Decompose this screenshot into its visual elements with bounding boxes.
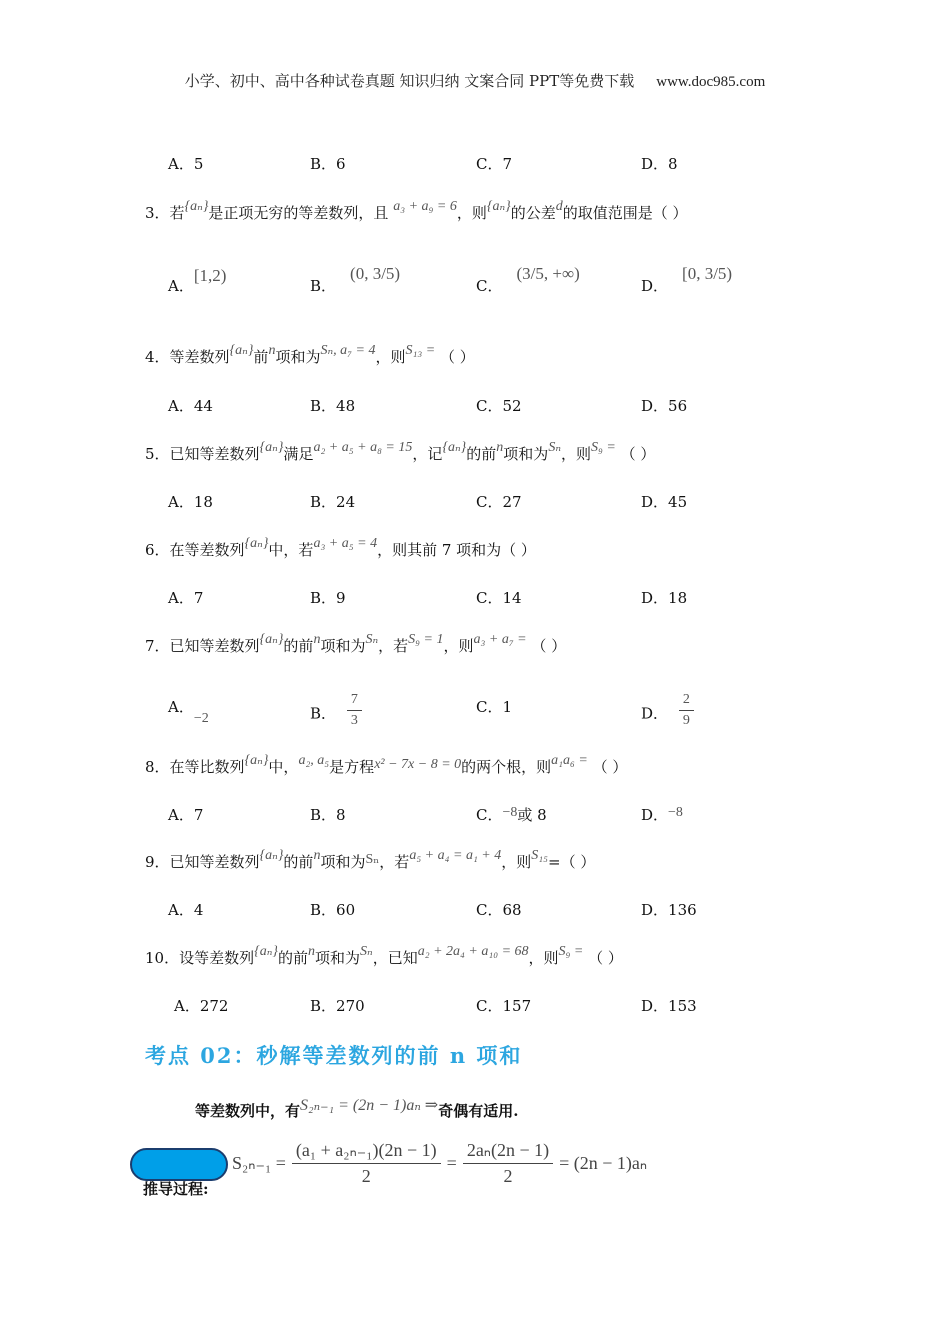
deriv-fraction-1: $\frac{\text{(a₁ + a₂ₙ₋₁)(2n − 1)}}{2}$ <box>292 1140 441 1187</box>
q6-text2: ，则其前 7 项和为（ ） <box>377 541 536 559</box>
q6-condition: a₃ + a₅ = 4 <box>313 536 378 551</box>
q5-text4: 项和为 <box>503 445 549 463</box>
q7-option-a: A．−2 <box>168 698 209 726</box>
question-8 <box>145 753 628 777</box>
q8-number: 8．在等比数列 <box>145 758 245 776</box>
question-6 <box>145 536 536 560</box>
q5-target: S₉ = <box>591 440 616 455</box>
deriv-rhs: = (2n − 1)aₙ <box>559 1153 648 1173</box>
q9-text1: 的前 <box>283 853 314 871</box>
q7-option-d-fraction: $\frac{2}{9}$ <box>679 692 694 729</box>
q7-option-d: D． $\frac{2}{9}$ <box>641 696 700 733</box>
q3-option-b-math: (0, 3/5) <box>350 264 401 283</box>
q5-text6: （ ） <box>620 445 656 463</box>
q7-number: 7．已知等差数列 <box>145 637 260 655</box>
q2-option-c: C．7 <box>476 155 513 173</box>
q10-option-d: D．153 <box>641 997 697 1015</box>
q5-n: n <box>496 440 504 455</box>
q4-option-b: B．48 <box>310 397 356 415</box>
q7-seq: {aₙ} <box>259 632 284 647</box>
q8-target: a₁a₆ = <box>551 753 588 768</box>
q5-Sn: Sₙ <box>548 440 561 455</box>
derivation-label: 推导过程: <box>143 1180 209 1198</box>
q10-n: n <box>307 944 315 959</box>
note-formula: S₂ₙ₋₁ = (2n − 1)aₙ ⇒ <box>300 1097 439 1114</box>
q4-option-d: D．56 <box>641 397 688 415</box>
q9-text4: ，则 <box>501 853 532 871</box>
q6-seq: {aₙ} <box>244 536 269 551</box>
q8-seq: {aₙ} <box>244 753 269 768</box>
q5-text3: 的前 <box>466 445 497 463</box>
q7-Sn: Sₙ <box>365 632 379 647</box>
q8-roots: a₂, a₅ <box>298 753 330 768</box>
q7-option-b-fraction: $\frac{7}{3}$ <box>347 692 362 729</box>
q5-text2: ，记 <box>412 445 443 463</box>
q9-number: 9．已知等差数列 <box>145 853 260 871</box>
q6-option-a: A．7 <box>168 589 204 607</box>
q5-option-a: A．18 <box>168 493 213 511</box>
q5-text5: ，则 <box>561 445 592 463</box>
q10-number: 10．设等差数列 <box>145 949 255 967</box>
q5-option-c: C．27 <box>476 493 522 511</box>
q7-condition: S₉ = 1 <box>408 632 444 647</box>
q7-option-c: C．1 <box>476 698 513 716</box>
q8-option-a: A．7 <box>168 806 204 824</box>
q8-option-c-tail: 或 8 <box>517 806 547 824</box>
q10-text3: ，已知 <box>372 949 418 967</box>
q9-text5: =（ ） <box>548 853 596 871</box>
q3-number: 3．若 <box>145 204 185 222</box>
q8-text3: 的两个根，则 <box>461 758 552 776</box>
q8-text4: （ ） <box>592 758 628 776</box>
q10-text1: 的前 <box>277 949 308 967</box>
q4-seq: {aₙ} <box>229 343 254 358</box>
section-title: 考点 02：秒解等差数列的前 n 项和 <box>145 1043 523 1068</box>
q9-seq: {aₙ} <box>259 848 284 863</box>
q10-option-b: B．270 <box>310 997 365 1015</box>
q3-text4: 的取值范围是（ ） <box>562 204 688 222</box>
section-note <box>195 1097 519 1121</box>
q5-seq2: {aₙ} <box>442 440 467 455</box>
q8-option-c-value: −8 <box>502 805 518 820</box>
q9-option-d: D．136 <box>641 901 697 919</box>
q10-target: S₉ = <box>558 944 584 959</box>
q10-option-c: C．157 <box>476 997 532 1015</box>
q2-option-a: A．5 <box>168 155 204 173</box>
q5-option-d: D．45 <box>641 493 688 511</box>
q3-d: d <box>555 199 563 214</box>
header-text: 小学、初中、高中各种试卷真题 知识归纳 文案合同 PPT等免费下载 <box>184 72 635 90</box>
q10-condition: a₂ + 2a₄ + a₁₀ = 68 <box>417 944 529 959</box>
q9-option-c: C．68 <box>476 901 522 919</box>
q5-option-b: B．24 <box>310 493 356 511</box>
q7-target: a₃ + a₇ = <box>473 632 527 647</box>
note-suffix: 奇偶有适用. <box>438 1102 519 1120</box>
q5-condition: a₂ + a₅ + a₈ = 15 <box>313 440 413 455</box>
q7-text3: ，若 <box>378 637 409 655</box>
q6-number: 6．在等差数列 <box>145 541 245 559</box>
q8-option-d-value: −8 <box>668 805 683 820</box>
q4-number: 4．等差数列 <box>145 348 230 366</box>
q7-n: n <box>313 632 321 647</box>
q8-equation: x² − 7x − 8 = 0 <box>374 757 462 772</box>
deriv-lhs: S₂ₙ₋₁ = <box>232 1153 286 1173</box>
q6-option-b: B．9 <box>310 589 346 607</box>
q3-text3: 的公差 <box>510 204 556 222</box>
q3-option-c-math: (3/5, +∞) <box>516 264 580 283</box>
q9-text2: 项和为 <box>320 853 366 871</box>
q10-text5: （ ） <box>588 949 623 967</box>
q4-text1: 前 <box>253 348 269 366</box>
q10-text2: 项和为 <box>314 949 360 967</box>
note-prefix: 等差数列中，有 <box>195 1102 301 1120</box>
q10-Sn: Sₙ <box>360 944 373 959</box>
q4-target: S₁₃ = <box>405 343 436 358</box>
q4-option-a: A．44 <box>168 397 213 415</box>
q7-option-a-value: −2 <box>193 711 209 726</box>
q4-text2: 项和为 <box>275 348 321 366</box>
q8-text2: 是方程 <box>329 758 375 776</box>
q9-Sn: Sₙ <box>365 852 380 867</box>
q3-option-b: B．(0, 3/5) <box>310 264 401 295</box>
q3-seq2: {aₙ} <box>486 199 511 214</box>
q9-text3: ，若 <box>379 853 410 871</box>
q8-option-b: B．8 <box>310 806 346 824</box>
deriv-fraction-2: $\frac{\text{2aₙ(2n − 1)}}{2}$ <box>463 1140 553 1187</box>
question-5 <box>145 440 656 464</box>
q4-n: n <box>268 343 276 358</box>
q9-n: n <box>313 848 321 863</box>
q7-option-b: B． $\frac{7}{3}$ <box>310 696 368 733</box>
question-10 <box>145 944 623 968</box>
derivation-formula: S₂ₙ₋₁ = $\frac{\text{(a₁ + a₂ₙ₋₁)(2n − 1)}}{2}$ = $\frac{\text{2aₙ(2n − 1)}}{2}$ = (2n − 1)aₙ <box>232 1140 648 1186</box>
q3-option-a-math: [1,2) <box>193 266 227 285</box>
q6-text1: 中，若 <box>268 541 314 559</box>
q5-number: 5．已知等差数列 <box>145 445 260 463</box>
q4-text4: （ ） <box>439 348 475 366</box>
q9-target: S₁₅ <box>531 848 549 863</box>
q7-text5: （ ） <box>531 637 567 655</box>
q2-option-b: B．6 <box>310 155 346 173</box>
header-site: www.doc985.com <box>656 74 766 90</box>
q3-text2: ，则 <box>456 204 487 222</box>
q9-option-b: B．60 <box>310 901 356 919</box>
q9-condition: a₅ + a₄ = a₁ + 4 <box>409 848 502 863</box>
q7-text4: ，则 <box>443 637 474 655</box>
q3-condition: a₃ + a₉ = 6 <box>393 199 457 214</box>
q9-option-a: A．4 <box>168 901 204 919</box>
q5-text1: 满足 <box>283 445 314 463</box>
q4-text3: ，则 <box>375 348 406 366</box>
q3-seq: {aₙ} <box>184 199 209 214</box>
q3-option-d-math: [0, 3/5) <box>682 264 733 283</box>
question-3 <box>145 199 688 223</box>
q3-option-a: A．[1,2) <box>168 266 227 295</box>
q3-option-c: C．(3/5, +∞) <box>476 264 580 295</box>
q3-option-d: D．[0, 3/5) <box>641 264 733 295</box>
question-7 <box>145 632 567 656</box>
question-4 <box>145 343 475 367</box>
q10-option-a: A．272 <box>174 997 229 1015</box>
q7-text1: 的前 <box>283 637 314 655</box>
q6-option-d: D．18 <box>641 589 688 607</box>
q3-text1: 是正项无穷的等差数列，且 <box>208 204 389 222</box>
q2-option-d: D．8 <box>641 155 678 173</box>
q8-option-c: C．−8或 8 <box>476 805 547 824</box>
q4-option-c: C．52 <box>476 397 522 415</box>
q10-seq: {aₙ} <box>254 944 278 959</box>
q5-seq: {aₙ} <box>259 440 284 455</box>
question-9 <box>145 848 596 872</box>
q7-text2: 项和为 <box>320 637 366 655</box>
page-header <box>0 70 950 91</box>
q10-text4: ，则 <box>528 949 559 967</box>
derivation-badge <box>130 1148 228 1181</box>
q6-option-c: C．14 <box>476 589 522 607</box>
q8-option-d: D．−8 <box>641 805 683 824</box>
q8-text1: 中， <box>268 758 299 776</box>
q4-condition: Sₙ, a₇ = 4 <box>320 343 376 358</box>
